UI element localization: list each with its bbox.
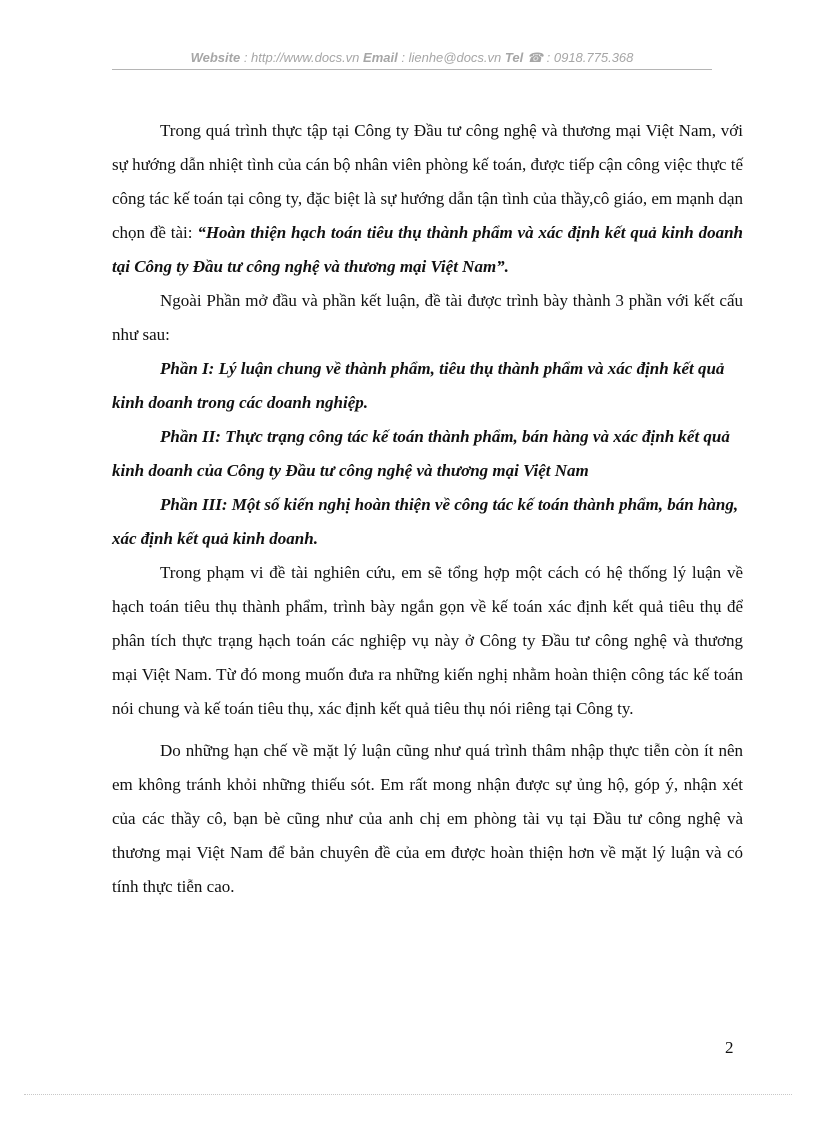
scope-paragraph: Trong phạm vi đề tài nghiên cứu, em sẽ tổng hợp một cách có hệ thống lý luận về hạch toán tiêu thụ thành phẩm, trình bày ngắn gọn về kế toán xác định kết quả tiêu thụ để phân tích thực trạng hạch toán các nghiệp vụ này ở Công ty Đầu tư công nghệ và thương mại Việt Nam. Từ đó mong muốn đưa ra những kiến nghị nhằm hoàn thiện công tác kế toán nói chung và kế toán tiêu thụ, xác định kết quả tiêu thụ nói riêng tại Công ty. (112, 563, 743, 718)
document-body (112, 114, 743, 904)
tel-label: Tel (504, 50, 524, 65)
email-label: Email (363, 50, 398, 65)
website-label: Website (190, 50, 241, 65)
website-value: : http://www.docs.vn (243, 50, 360, 65)
closing-paragraph: Do những hạn chế về mặt lý luận cũng như quá trình thâm nhập thực tiễn còn ít nên em không tránh khỏi những thiếu sót. Em rất mong nhận được sự ủng hộ, góp ý, nhận xét của các thầy cô, bạn bè cũng như của anh chị em phòng tài vụ tại Đầu tư công nghệ và thương mại Việt Nam để bản chuyên đề của em được hoàn thiện hơn về mặt lý luận và có tính thực tiễn cao. (112, 741, 743, 896)
structure-paragraph: Ngoài Phần mở đầu và phần kết luận, đề tài được trình bày thành 3 phần với kết cấu như sau: (112, 291, 743, 344)
email-value: : lienhe@docs.vn (401, 50, 502, 65)
intro-paragraph (112, 114, 743, 284)
intro-text: Trong quá trình thực tập tại Công ty Đầu tư công nghệ và thương mại Việt Nam, với sự hướng dẫn nhiệt tình của cán bộ nhân viên phòng kế toán, được tiếp cận công việc thực tế công tác kế toán tại công ty, đặc biệt là sự hướng dẫn tận tình của thầy,cô giáo, em mạnh dạn chọn đề tài: (112, 121, 743, 242)
header-divider (112, 69, 712, 70)
footer-divider (24, 1094, 792, 1095)
page-number: 2 (725, 1038, 734, 1057)
part-3-heading: Phần III: Một số kiến nghị hoàn thiện về công tác kế toán thành phẩm, bán hàng, xác định kết quả kinh doanh. (112, 495, 739, 548)
thesis-title: “Hoàn thiện hạch toán tiêu thụ thành phẩm và xác định kết quả kinh doanh tại Công ty Đầu tư công nghệ và thương mại Việt Nam”. (112, 223, 743, 276)
part-2-heading: Phần II: Thực trạng công tác kế toán thành phẩm, bán hàng và xác định kết quả kinh doanh của Công ty Đầu tư công nghệ và thương mại Việt Nam (112, 427, 730, 480)
part-1-heading: Phần I: Lý luận chung về thành phẩm, tiêu thụ thành phẩm và xác định kết quả kinh doanh trong các doanh nghiệp. (112, 359, 725, 412)
tel-value: ☎ : 0918.775.368 (526, 50, 634, 65)
page-header (112, 50, 712, 66)
